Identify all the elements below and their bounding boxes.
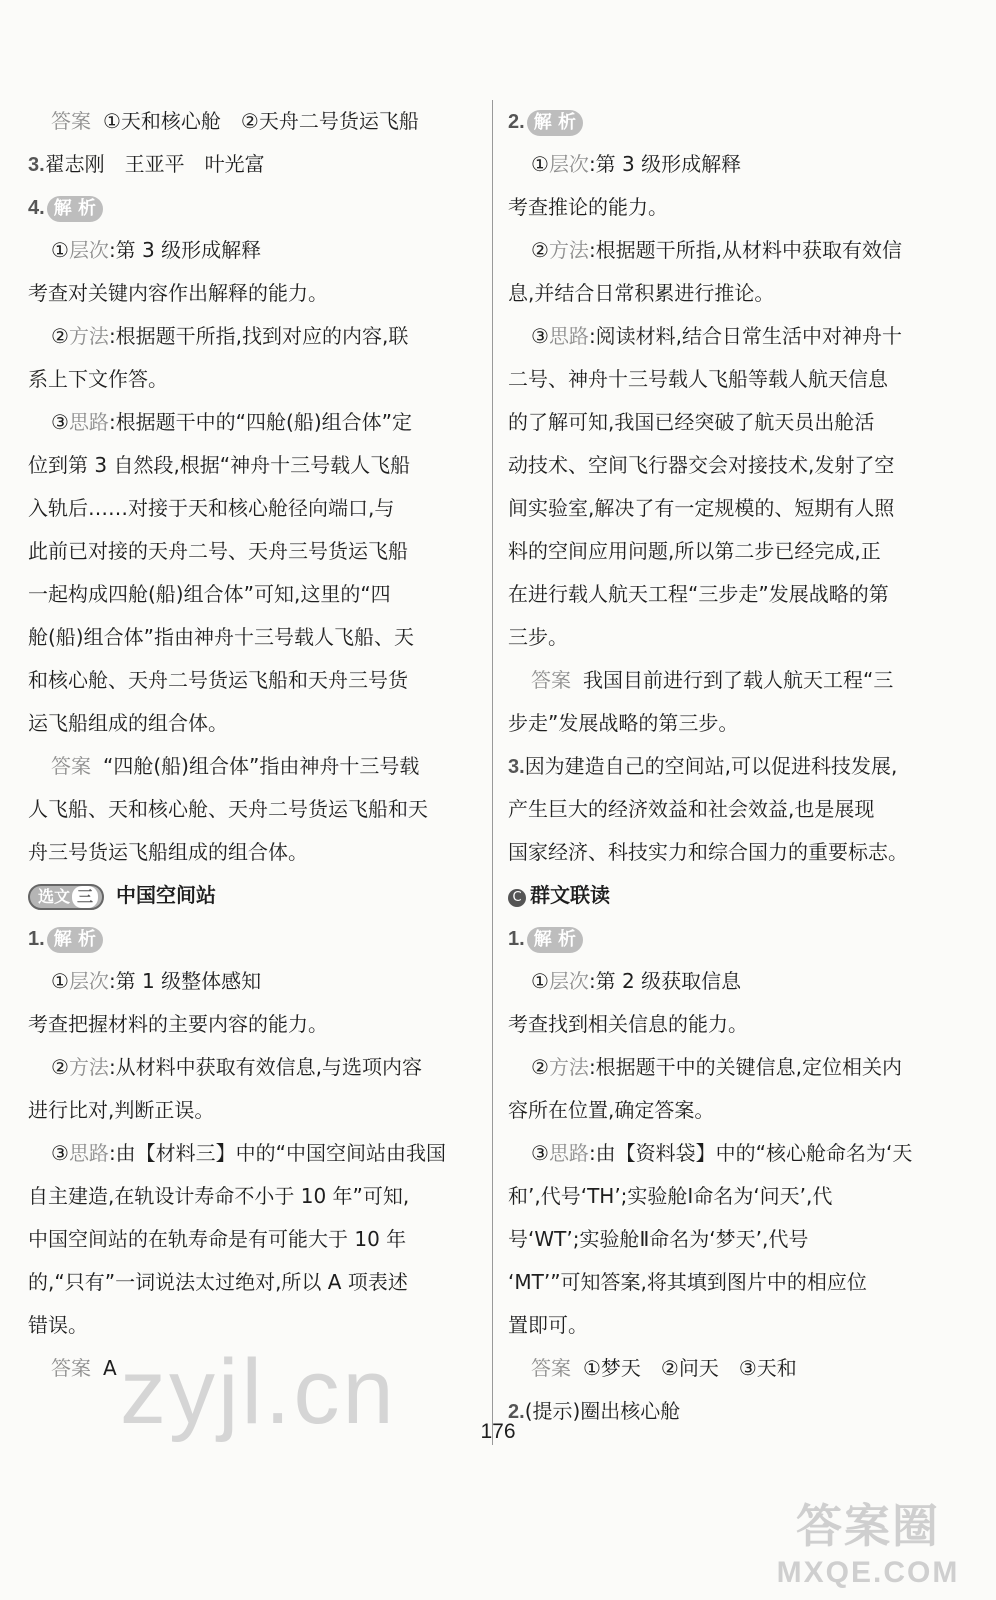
text-line: 容所在位置,确定答案。 [508,1098,715,1122]
text-line: 的了解可知,我国已经突破了航天员出舱活 [508,410,875,434]
text-line: 此前已对接的天舟二号、天舟三号货运飞船 [28,539,408,563]
thinking-line: ③思路:由【资料袋】中的“核心舱命名为‘天 [531,1141,913,1165]
text-line: 错误。 [28,1313,88,1337]
item-2-line: 2.(提示)圈出核心舱 [508,1399,681,1423]
item-1-analysis-heading: 1. 解 析 [508,917,968,960]
method-line: ②方法:根据题干中的关键信息,定位相关内 [531,1055,903,1079]
text-line: 中国空间站的在轨寿命是有可能大于 10 年 [28,1227,407,1251]
thinking-line: ③思路:阅读材料,结合日常生活中对神舟十 [531,324,903,348]
text-line: 号‘WT’;实验舱Ⅱ命名为‘梦天’,代号 [508,1227,809,1251]
section-heading: C 群文联读 [508,874,968,917]
text-line: 考查找到相关信息的能力。 [508,1012,748,1036]
text-line: 人飞船、天和核心舱、天舟二号货运飞船和天 [28,797,428,821]
answer-line: 答案 A [51,1356,117,1380]
text-line: 产生巨大的经济效益和社会效益,也是展现 [508,797,875,821]
section-icon: C [508,889,526,907]
text-line: 考查推论的能力。 [508,195,668,219]
left-column [28,100,480,1390]
answer-line: 答案 我国目前进行到了载人航天工程“三 [531,668,894,692]
section-badge: 选文 三 [28,884,104,910]
text-line: 置即可。 [508,1313,588,1337]
text-line: 舟三号货运飞船组成的组合体。 [28,840,308,864]
text-line: 自主建造,在轨设计寿命不小于 10 年”可知, [28,1184,410,1208]
item-2-analysis-heading: 2. 解 析 [508,100,968,143]
text-line: 考查对关键内容作出解释的能力。 [28,281,328,305]
answer-line: 答案 “四舱(船)组合体”指由神舟十三号载 [51,754,420,778]
text-line: 国家经济、科技实力和综合国力的重要标志。 [508,840,908,864]
level-line: ①层次:第 3 级形成解释 [51,238,262,262]
page-number: 176 [480,1420,516,1443]
answer-line: 答案 ①梦天 ②问天 ③天和 [531,1356,797,1380]
item-3-line: 3.翟志刚 王亚平 叶光富 [28,152,265,176]
text-line: 运飞船组成的组合体。 [28,711,228,735]
text-line: 进行比对,判断正误。 [28,1098,215,1122]
text-line: 动技术、空间飞行器交会对接技术,发射了空 [508,453,895,477]
text-line: 间实验室,解决了有一定规模的、短期有人照 [508,496,895,520]
logo-watermark: 答案圈 MXQE.COM [776,1499,960,1589]
text-line: 系上下文作答。 [28,367,168,391]
text-line: 考查把握材料的主要内容的能力。 [28,1012,328,1036]
level-line: ①层次:第 2 级获取信息 [531,969,742,993]
item-1-analysis-heading: 1. 解 析 [28,917,480,960]
text-line: 入轨后……对接于天和核心舱径向端口,与 [28,496,395,520]
answer-line: 答案 ①天和核心舱 ②天舟二号货运飞船 [51,109,419,133]
thinking-line: ③思路:由【材料三】中的“中国空间站由我国 [51,1141,447,1165]
method-line: ②方法:根据题干所指,从材料中获取有效信 [531,238,903,262]
level-line: ①层次:第 1 级整体感知 [51,969,262,993]
method-line: ②方法:根据题干所指,找到对应的内容,联 [51,324,409,348]
item-3-line: 3.因为建造自己的空间站,可以促进科技发展, [508,754,898,778]
text-line: 一起构成四舱(船)组合体”可知,这里的“四 [28,582,391,606]
thinking-line: ③思路:根据题干中的“四舱(船)组合体”定 [51,410,413,434]
section-heading: 选文 三 中国空间站 [28,874,480,917]
text-line: 料的空间应用问题,所以第二步已经完成,正 [508,539,881,563]
method-line: ②方法:从材料中获取有效信息,与选项内容 [51,1055,423,1079]
column-divider [492,100,493,1445]
text-line: 在进行载人航天工程“三步走”发展战略的第 [508,582,889,606]
text-line: 舱(船)组合体”指由神舟十三号载人飞船、天 [28,625,414,649]
text-line: ‘MT’”可知答案,将其填到图片中的相应位 [508,1270,867,1294]
text-line: 步走”发展战略的第三步。 [508,711,739,735]
item-4-analysis-heading: 4. 解 析 [28,186,480,229]
text-line: 的,“只有”一词说法太过绝对,所以 A 项表述 [28,1270,408,1294]
text-line: 三步。 [508,625,568,649]
text-line: 息,并结合日常积累进行推论。 [508,281,775,305]
text-line: 二号、神舟十三号载人飞船等载人航天信息 [508,367,888,391]
right-column [508,100,968,1433]
level-line: ①层次:第 3 级形成解释 [531,152,742,176]
text-line: 和’,代号‘TH’;实验舱Ⅰ命名为‘问天’,代 [508,1184,833,1208]
site-watermark: zyjl.cn [120,1341,397,1443]
text-line: 位到第 3 自然段,根据“神舟十三号载人飞船 [28,453,411,477]
text-line: 和核心舱、天舟二号货运飞船和天舟三号货 [28,668,408,692]
